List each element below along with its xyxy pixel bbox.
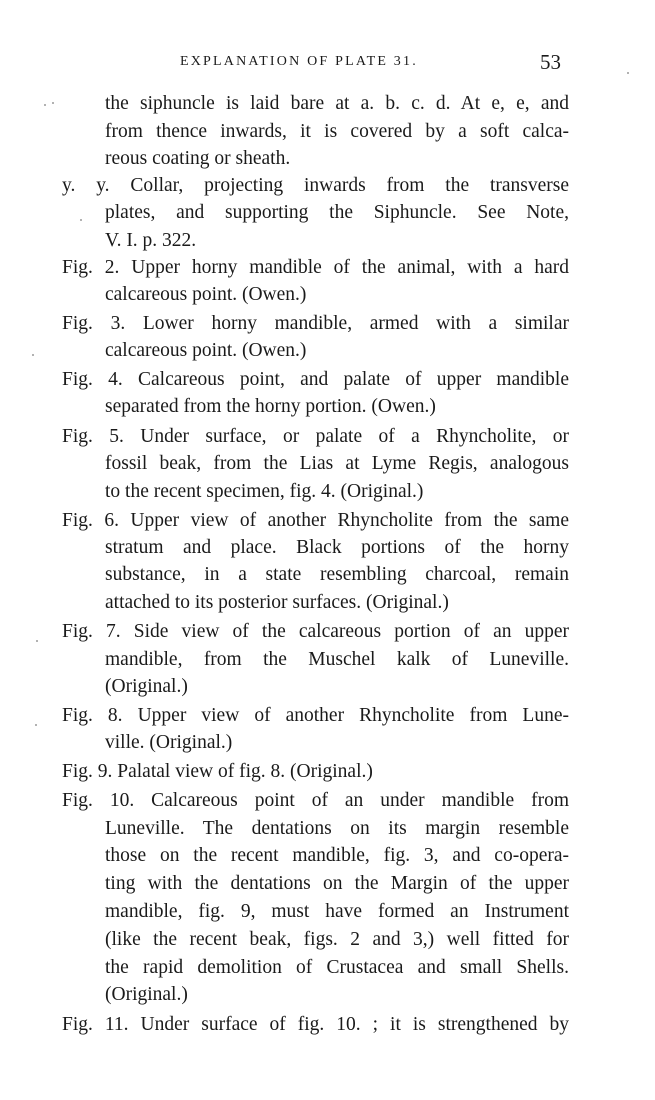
text-line: fossil beak, from the Lias at Lyme Regis, analogous xyxy=(105,453,569,474)
scan-speck xyxy=(44,104,46,106)
text-line: (Original.) xyxy=(105,676,188,697)
text-line: Fig. 5. Under surface, or palate of a Rhyncholite, or xyxy=(62,426,569,447)
text-line: calcareous point. (Owen.) xyxy=(105,284,307,305)
text-line: Fig. 6. Upper view of another Rhyncholite from the same xyxy=(62,510,569,531)
text-line: reous coating or sheath. xyxy=(105,148,291,169)
text-line: calcareous point. (Owen.) xyxy=(105,340,307,361)
text-line: Fig. 7. Side view of the calcareous portion of an upper xyxy=(62,621,569,642)
text-line: the rapid demolition of Crustacea and small Shells. xyxy=(105,957,569,978)
text-line: (like the recent beak, figs. 2 and 3,) well fitted for xyxy=(105,929,569,950)
text-line: stratum and place. Black portions of the horny xyxy=(105,537,569,558)
scan-speck xyxy=(32,354,34,356)
scan-speck xyxy=(80,219,82,221)
text-line: the siphuncle is laid bare at a. b. c. d. At e, e, and xyxy=(105,93,569,114)
text-line: ville. (Original.) xyxy=(105,732,233,753)
text-line: Fig. 8. Upper view of another Rhyncholite from Lune- xyxy=(62,705,569,726)
running-head xyxy=(0,50,655,80)
text-line: plates, and supporting the Siphuncle. See Note, xyxy=(105,202,569,223)
running-head-title: EXPLANATION OF PLATE 31. xyxy=(180,54,418,69)
text-line: Luneville. The dentations on its margin resemble xyxy=(105,818,569,839)
text-line: substance, in a state resembling charcoal, remain xyxy=(105,564,569,585)
text-line: attached to its posterior surfaces. (Original.) xyxy=(105,592,449,613)
scan-speck xyxy=(52,102,54,104)
scan-speck xyxy=(36,640,38,642)
text-line: Fig. 4. Calcareous point, and palate of upper mandible xyxy=(62,369,569,390)
text-line: Fig. 2. Upper horny mandible of the animal, with a hard xyxy=(62,257,569,278)
text-line: Fig. 11. Under surface of fig. 10. ; it is strengthened by xyxy=(62,1014,569,1035)
text-line: to the recent specimen, fig. 4. (Original.) xyxy=(105,481,424,502)
text-line: from thence inwards, it is covered by a soft calca- xyxy=(105,121,569,142)
page-number: 53 xyxy=(540,50,561,74)
text-line: mandible, from the Muschel kalk of Luneville. xyxy=(105,649,569,670)
scan-speck xyxy=(35,724,37,726)
text-line: Fig. 3. Lower horny mandible, armed with a similar xyxy=(62,313,569,334)
text-line: Fig. 10. Calcareous point of an under mandible from xyxy=(62,790,569,811)
text-line: those on the recent mandible, fig. 3, and co-opera- xyxy=(105,845,569,866)
text-line: V. I. p. 322. xyxy=(105,230,197,251)
text-line: mandible, fig. 9, must have formed an Instrument xyxy=(105,901,569,922)
text-line: (Original.) xyxy=(105,984,188,1005)
text-line: ting with the dentations on the Margin of the upper xyxy=(105,873,569,894)
text-line: y. y. Collar, projecting inwards from the transverse xyxy=(62,175,569,196)
scan-speck xyxy=(627,72,629,74)
text-line: Fig. 9. Palatal view of fig. 8. (Original.) xyxy=(62,761,373,782)
text-line: separated from the horny portion. (Owen.) xyxy=(105,396,436,417)
